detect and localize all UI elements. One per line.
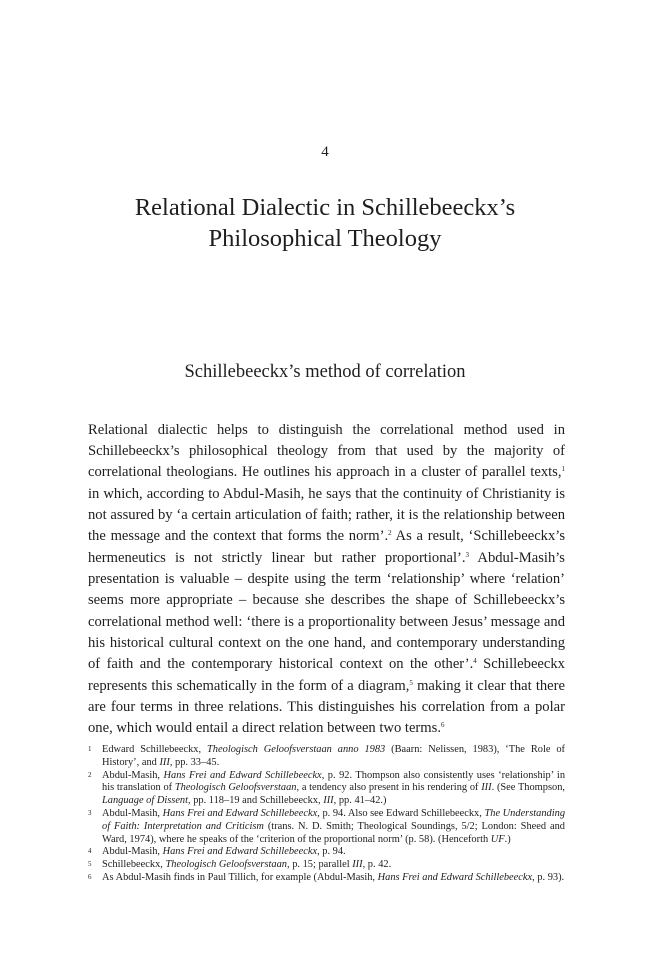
footnote-2 xyxy=(88,770,565,808)
chapter-title-line-1: Relational Dialectic in Schillebeeckx’s xyxy=(134,194,516,221)
footnote-number: 4 xyxy=(88,847,92,856)
footnote-number: 1 xyxy=(88,745,92,753)
chapter-title xyxy=(80,192,570,254)
footnote-title: Theologisch Geloofsverstaan xyxy=(165,859,287,871)
footnote-ref: 4 xyxy=(473,657,477,666)
section-heading: Schillebeeckx’s method of correlation xyxy=(184,362,466,382)
body-text: Relational dialectic helps to distinguish the correlational method used in Schillebeeckx’s philosophical theology from that used by the majority of correlational theologians. He outlines his approach in a cluster of parallel texts, xyxy=(88,421,565,481)
footnote-text: , p. 93). xyxy=(532,871,565,883)
chapter-title-line-2: Philosophical Theology xyxy=(208,225,442,252)
footnote-text: Schillebeeckx, xyxy=(102,859,166,871)
footnote-title: III xyxy=(323,795,334,807)
footnote-4 xyxy=(88,846,565,859)
footnote-text: , pp. 33–45. xyxy=(169,756,220,768)
footnote-title: UF xyxy=(490,833,505,845)
footnote-3 xyxy=(88,808,565,846)
footnote-title: Theologisch Geloofsverstaan anno 1983 xyxy=(207,744,386,755)
footnote-text: Edward Schillebeeckx, xyxy=(102,744,208,755)
footnote-text: .) xyxy=(504,833,511,845)
footnote-ref: 6 xyxy=(440,721,445,730)
footnote-text: , pp. 118–19 and Schillebeeckx, xyxy=(188,795,324,807)
footnote-number: 5 xyxy=(88,860,92,869)
body-paragraph xyxy=(88,420,565,740)
footnote-text: , p. 94. xyxy=(317,846,346,858)
footnote-text: Abdul-Masih, xyxy=(102,807,163,819)
footnote-title: III xyxy=(159,756,170,768)
footnote-text: (Baarn: Nelissen, 1983), ‘The Role of History’, and xyxy=(102,744,566,768)
footnote-title: III xyxy=(352,859,363,871)
footnote-1 xyxy=(88,744,565,770)
body-text: making it clear that there are four terms in three relations. This distinguishes his correlation from a polar one, which would entail a direct relation between two terms. xyxy=(88,677,565,737)
footnote-text: , a tendency also present in his rendering of xyxy=(296,782,482,794)
footnote-number: 6 xyxy=(88,872,92,881)
footnote-number: 2 xyxy=(88,770,92,779)
body-text: Schillebeeckx represents this schematically in the form of a diagram, xyxy=(88,656,565,694)
footnote-5 xyxy=(88,859,565,872)
footnote-title: Hans Frei and Edward Schillebeeckx xyxy=(162,807,318,819)
body-text: As a result, ‘Schillebeeckx’s hermeneutics is not strictly linear but rather proportional’. xyxy=(88,528,565,566)
footnote-text: , p. 94. Also see Edward Schillebeeckx, xyxy=(317,807,485,819)
footnote-text: , p. 15; parallel xyxy=(287,859,353,871)
footnote-text: As Abdul-Masih finds in Paul Tillich, for example (Abdul-Masih, xyxy=(102,871,378,883)
footnote-6 xyxy=(88,872,565,885)
footnote-title: Language of Dissent xyxy=(102,795,189,807)
chapter-number: 4 xyxy=(321,144,329,160)
footnote-ref: 2 xyxy=(388,529,392,538)
footnote-text: , p. 42. xyxy=(362,859,392,871)
footnote-ref: 3 xyxy=(465,550,470,559)
body-text: in which, according to Abdul-Masih, he says that the continuity of Christianity is not assured by ‘a certain articulation of faith; rather, it is the relationship between the message and the context that forms the norm’. xyxy=(88,485,565,545)
footnote-text: (trans. N. D. Smith; Theological Soundings, 5/2; London: Sheed and Ward, 1974), where he speaks of the ‘criterion of the proportional norm’ (p. 58). (Henceforth xyxy=(102,820,565,845)
footnote-number: 3 xyxy=(88,808,92,817)
footnote-title: Hans Frei and Edward Schillebeeckx xyxy=(163,769,322,781)
footnote-text: Abdul-Masih, xyxy=(102,846,163,858)
footnote-text: , pp. 41–42.) xyxy=(333,795,387,807)
footnote-ref: 5 xyxy=(409,678,413,687)
footnote-title: Hans Frei and Edward Schillebeeckx xyxy=(377,871,533,883)
footnote-title: Hans Frei and Edward Schillebeeckx xyxy=(162,846,318,858)
footnote-title: The Understanding of Faith: Interpretation and Criticism xyxy=(102,807,566,832)
footnote-text: Abdul-Masih, xyxy=(102,769,164,781)
body-text: Abdul-Masih’s presentation is valuable – despite using the term ‘relationship’ where ‘relation’ seems more appropriate – because she describes the shape of Schillebeeckx’s correlational method well: ‘there is a proportionality between Jesus’ message and his historical cultural context on the one hand, and contemporary understanding of faith and the contemporary historical context on the other’. xyxy=(88,549,565,673)
footnote-title: Theologisch Geloofsverstaan xyxy=(174,782,297,794)
footnote-title: III xyxy=(481,782,492,794)
footnote-text: . (See Thompson, xyxy=(491,782,565,794)
footnote-ref: 1 xyxy=(561,465,565,474)
footnotes xyxy=(88,744,565,885)
footnote-text: , p. 92. Thompson also consistently uses ‘relationship’ in his translation of xyxy=(102,769,566,794)
